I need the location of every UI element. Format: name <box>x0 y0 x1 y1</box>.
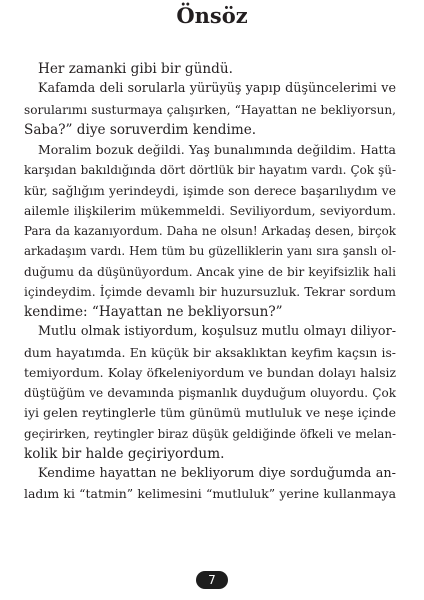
text-line: ladım ki “tatmin” kelimesini “mutluluk” yerine kullanmaya <box>24 486 396 502</box>
text-line: kür, sağlığım yerindeydi, işimde son derece başarılıydım ve <box>24 183 396 198</box>
text-line: içindeydim. İçimde devamlı bir huzursuzluk. Tekrar sordum <box>24 284 396 299</box>
text-line: Moralim bozuk değildi. Yaş bunalımında değildim. Hatta <box>38 142 396 157</box>
text-line: temiyordum. Kolay öfkeleniyordum ve bundan dolayı halsiz <box>24 365 396 380</box>
text-line: Kafamda deli sorularla yürüyüş yapıp düşüncelerimi ve <box>38 81 396 97</box>
text-line: karşıdan bakıldığında dört dörtlük bir hayatım vardı. Çok şü- <box>24 163 396 178</box>
text-line: dum hayatımda. En küçük bir aksaklıktan keyfim kaçsın is- <box>24 344 396 360</box>
text-line: Para da kazanıyordum. Daha ne olsun! Arkadaş desen, birçok <box>24 224 396 238</box>
body-text <box>24 59 396 505</box>
text-line: kolik bir halde geçiriyordum. <box>24 445 225 462</box>
page-number: 7 <box>196 571 228 589</box>
text-line: duğumu da düşünüyordum. Ancak yine de bir keyifsizlik hali <box>24 264 396 279</box>
text-line: kendime: “Hayattan ne bekliyorsun?” <box>24 304 283 320</box>
text-line: düştüğüm ve devamında pişmanlık duyduğum oluyordu. Çok <box>24 386 396 400</box>
page-title: Önsöz <box>176 3 248 28</box>
text-line: Her zamanki gibi bir gündü. <box>38 61 233 77</box>
text-line: Mutlu olmak istiyordum, koşulsuz mutlu olmayı diliyor- <box>38 324 396 340</box>
text-line: Kendime hayattan ne bekliyorum diye sorduğumda an- <box>38 466 396 481</box>
text-line: Saba?” diye soruverdim kendime. <box>24 121 257 138</box>
text-line: iyi gelen reytinglerle tüm günümü mutluluk ve neşe içinde <box>24 405 396 421</box>
text-line: sorularımı susturmaya çalışırken, “Hayattan ne bekliyorsun, <box>24 102 396 117</box>
text-line: arkadaşım vardı. Hem tüm bu güzelliklerin yanı sıra şanslı ol- <box>24 244 396 259</box>
text-line: geçirirken, reytingler biraz düşük geldiğinde öfkeli ve melan- <box>24 426 396 441</box>
text-line: ailemle ilişkilerim mükemmeldi. Seviliyordum, seviyordum. <box>24 203 396 218</box>
